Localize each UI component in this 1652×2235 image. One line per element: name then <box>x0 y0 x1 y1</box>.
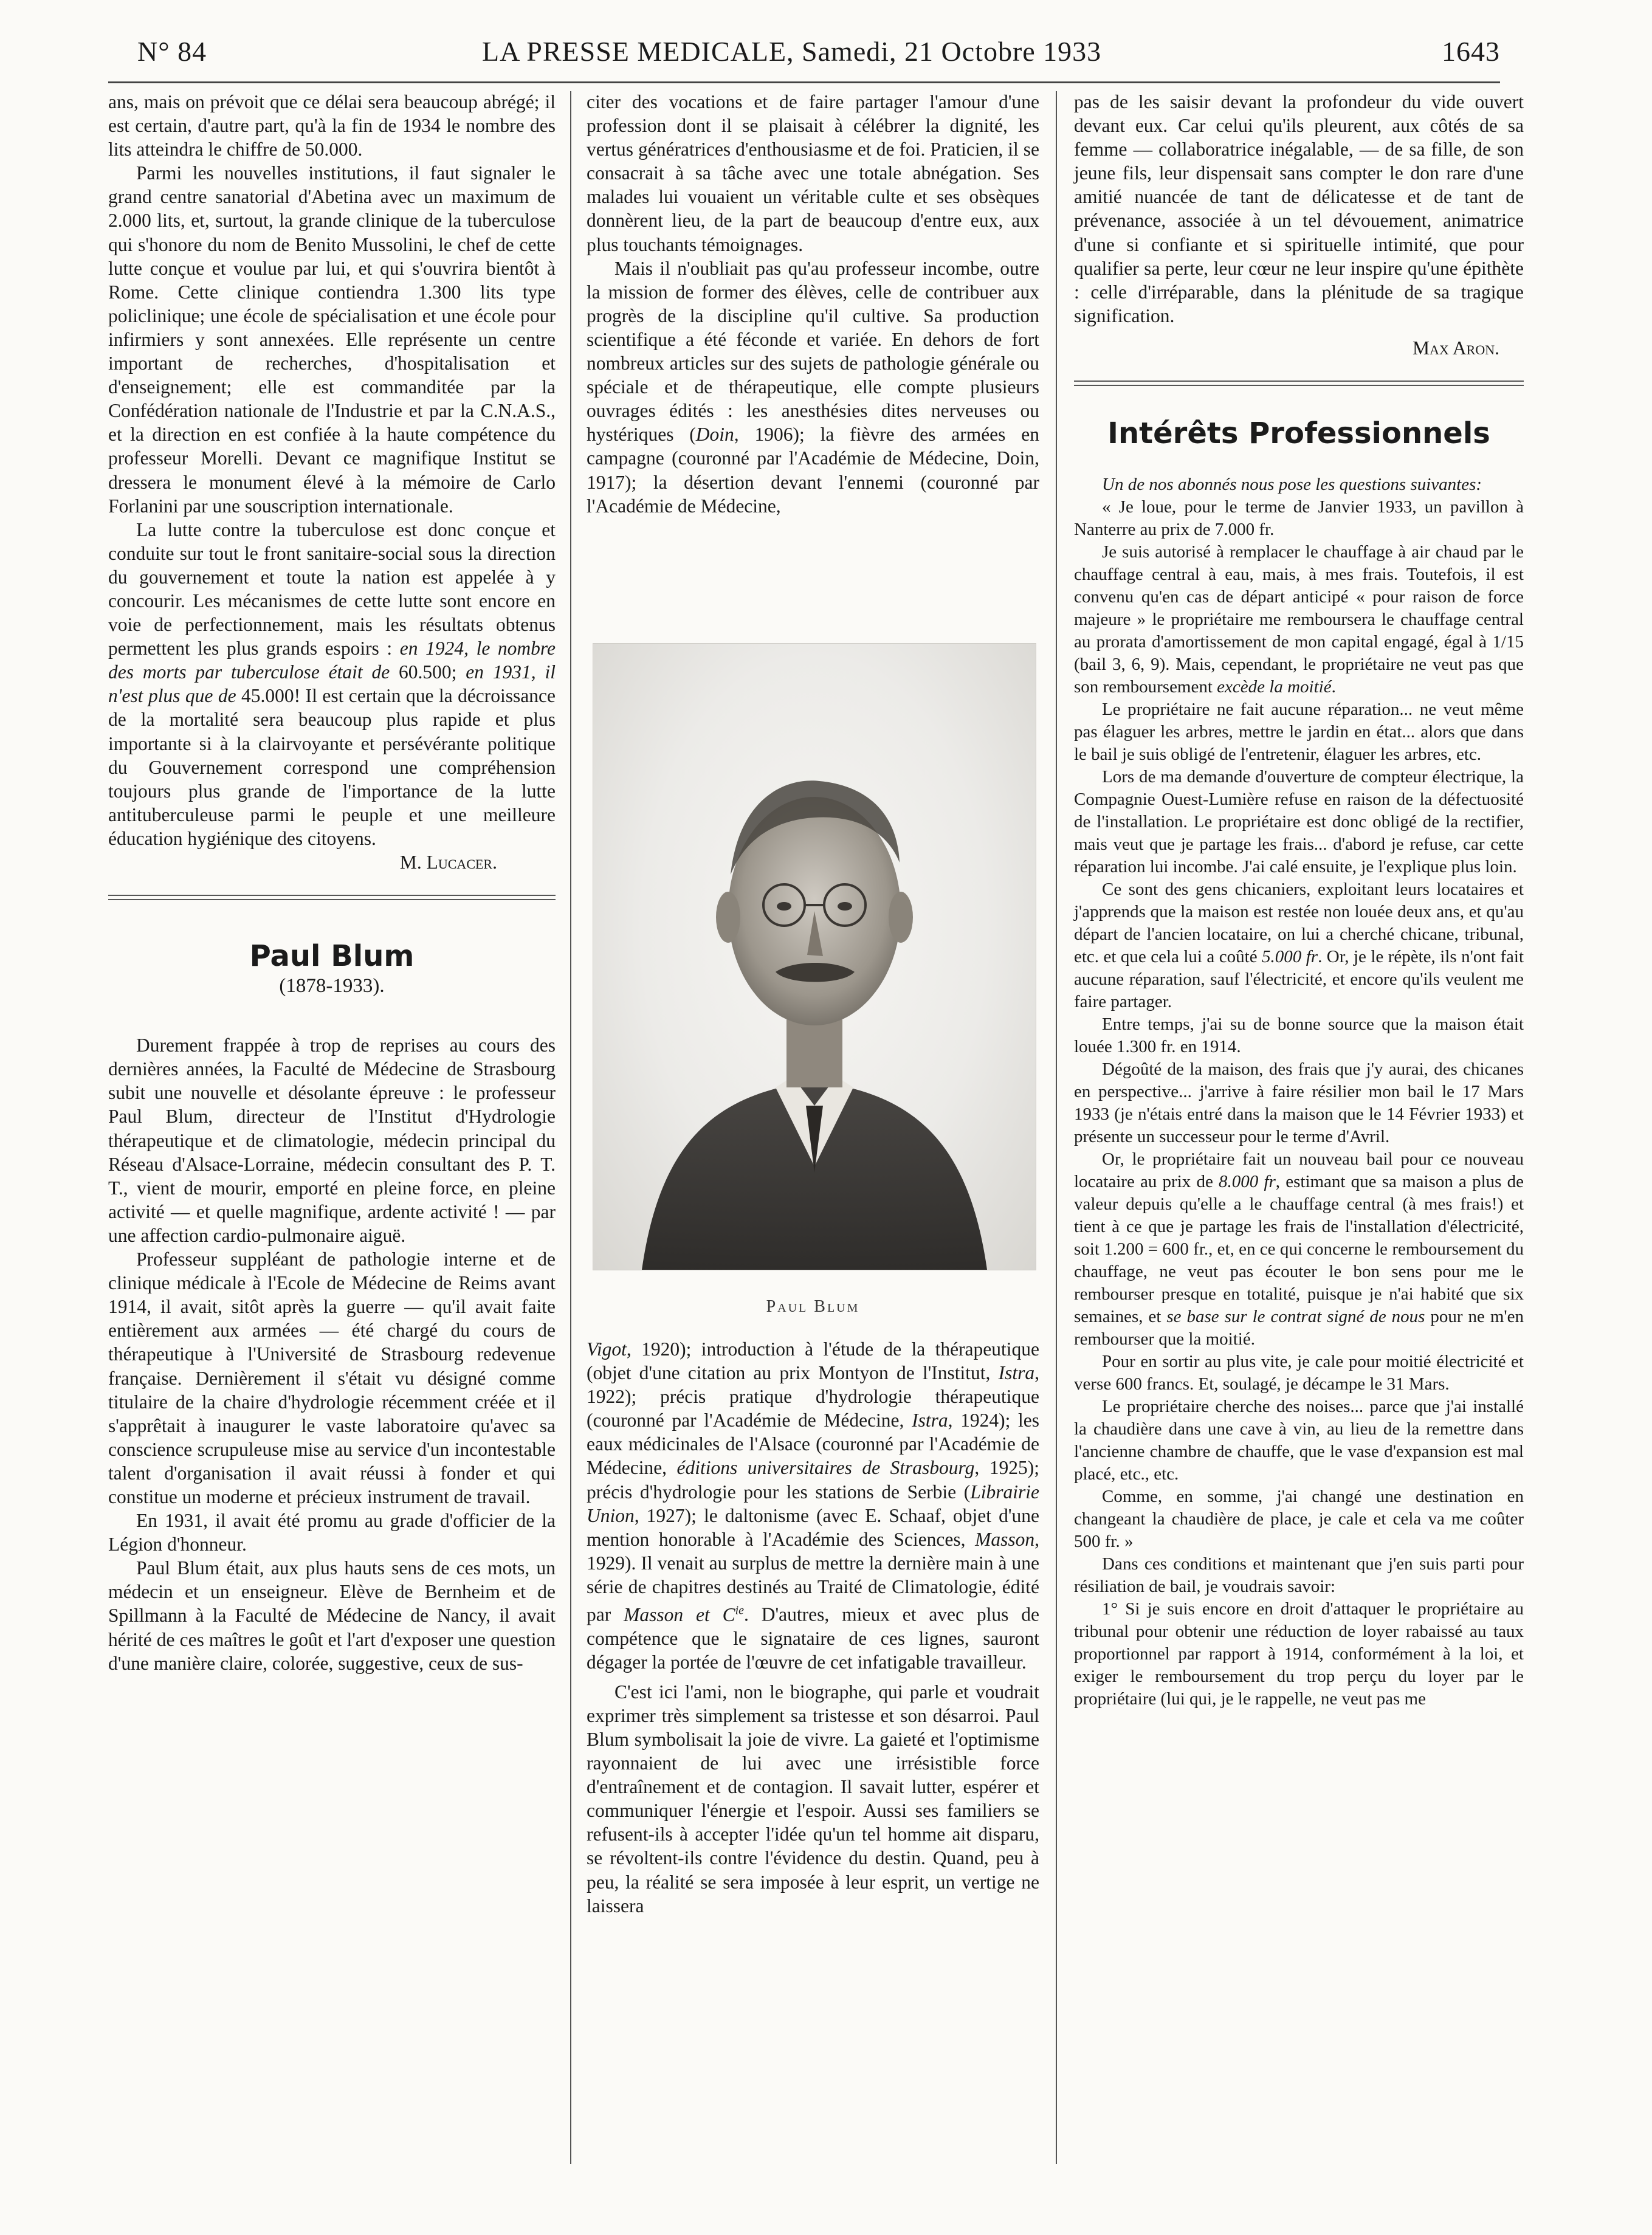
paragraph: Professeur suppléant de pathologie interne et de clinique médicale à l'Ecole de Médecine de Reims avant 1914, il avait, sitôt après la guerre — qu'il avait faite entièrement aux armées — été chargé du cours de thérapeutique à l'Université de Strasbourg redevenue française. Dernièrement il s'était vu désigné comme titulaire de la chaire d'hydrologie récemment créée et il s'apprêtait à inaugurer le vaste laboratoire qu'avec sa conscience scrupuleuse mise au service d'un incontestable talent d'organisation il avait réussi à fonder et qui constitue un moderne et précieux instrument de travail. <box>108 1248 556 1507</box>
italic-run: 5.000 fr <box>1262 947 1318 967</box>
text-run: Or, le propriétaire fait un nouveau bail pour ce nouveau locataire au prix de <box>1074 1149 1524 1192</box>
text-run: La lutte contre la tuberculose est donc conçue et conduite sur tout le front sanitaire-social sous la direction du gouvernement et toute la nation est appelée à y concourir. Les mécanismes de cette lutte sont encore en voie de perfectionnement, mais les résultats obtenus permettent les plus grands espoirs : <box>108 518 556 659</box>
text-run: , 1929). Il venait au surplus de mettre la dernière main à une série de chapitres destinés au Traité de Climatologie, édité par <box>587 1528 1039 1625</box>
italic-run: Masson <box>975 1528 1035 1550</box>
text-run: Masson et C <box>624 1603 735 1625</box>
column-1 <box>108 90 556 1675</box>
text-run: , 1925); précis d'hydrologie pour les stations de Serbie ( <box>587 1457 1040 1503</box>
section-heading: Intérêts Professionnels <box>1107 416 1490 451</box>
column-rule-left <box>570 91 571 2164</box>
paragraph <box>1074 1148 1524 1351</box>
text-run: . <box>1331 677 1336 697</box>
author-signature: M. Lucacer. <box>399 852 497 873</box>
paragraph: Le propriétaire ne fait aucune réparation... ne veut même pas élaguer les arbres, mettre le jardin en état... alors que dans le bail je suis obligé de l'entretenir, élaguer les arbres, etc. <box>1074 700 1524 765</box>
text-run: Ce sont des gens chicaniers, exploitant leurs locataires et j'apprends que la maison est restée non louée deux ans, et qu'au départ de l'ancien locataire, on lui a cherché chicane, tribunal, etc. et que cela lui a coûté <box>1074 880 1524 967</box>
italic-run: 8.000 fr <box>1219 1172 1276 1192</box>
italic-run: Istra <box>912 1410 948 1431</box>
letter-body <box>1074 474 1524 1710</box>
running-header <box>108 35 1500 84</box>
italic-run: en 1931, il n'est plus que de <box>108 661 556 707</box>
text-run: . D'autres, mieux et avec plus de compétence que le signataire de ces lignes, sauront dégager la portée de l'œuvre de cet infatigable travailleur. <box>587 1603 1039 1673</box>
paragraph: citer des vocations et de faire partager l'amour d'une profession dont il se plaisait à célébrer la dignité, les vertus génératrices d'enthousiasme et de foi. Praticien, il se consacrait à sa tâche avec une totale abnégation. Ses malades lui vouaient un véritable culte et ses obsèques donnèrent lieu, de la part de beaucoup d'entre eux, aux plus touchants témoignages. <box>587 91 1039 255</box>
paragraph: Paul Blum était, aux plus hauts sens de ces mots, un médecin et un enseigneur. Elève de Bernheim et de Spillmann à la Faculté de Médecine de Nancy, il avait hérité de ces maîtres le goût et l'art d'exposer une question d'une manière claire, colorée, suggestive, ceux de sus- <box>108 1557 556 1674</box>
paragraph: « Je loue, pour le terme de Janvier 1933, un pavillon à Nanterre au prix de 7.000 fr. <box>1074 497 1524 540</box>
italic-run: Masson et $C^{ie}$ <box>624 1603 745 1625</box>
italic-run: Un de nos abonnés nous pose les questions suivantes: <box>1102 475 1482 495</box>
italic-run: Doin <box>695 424 734 446</box>
text-run: , 1906); la fièvre des armées en campagne (couronné par l'Académie de Médecine, Doin, 1917); la désertion devant l'ennemi (couronné par l'Académie de Médecine, <box>587 424 1039 517</box>
paragraph: Dégoûté de la maison, des frais que j'y aurai, des chicanes en perspective... j'arrive à faire résilier mon bail le 17 Mars 1933 (je n'étais entré dans la maison que le 14 Février 1933) et présente un successeur pour le terme d'Avril. <box>1074 1059 1524 1147</box>
italic-run: éditions universitaires de Strasbourg <box>676 1457 975 1479</box>
paragraph <box>108 518 556 850</box>
section-divider <box>1074 381 1524 386</box>
header-rule <box>108 81 1500 83</box>
text-run: , 1924); les eaux médicinales de l'Alsace (couronné par l'Académie de Médecine, <box>587 1410 1040 1479</box>
paragraph: Le propriétaire cherche des noises... parce que j'ai installé la chaudière dans une cave à vin, au lieu de la remettre dans l'ancienne chambre de chauffe, que le vase d'expansion est mal placé, etc., etc. <box>1074 1397 1524 1484</box>
italic-run: Librairie Union <box>587 1481 1039 1526</box>
column-rule-right <box>1056 91 1057 2164</box>
masthead-title: LA PRESSE MEDICALE, Samedi, 21 Octobre 1933 <box>482 36 1102 67</box>
issue-number: N° 84 <box>137 36 207 67</box>
paragraph: Comme, en somme, j'ai changé une destination en changeant la chaudière de place, je cale et cela va me coûter 500 fr. » <box>1074 1487 1524 1552</box>
text-run: , estimant que sa maison a plus de valeur depuis qu'elle a le chauffage central (à mes frais!) et tient à ce que je partage les frais de l'installation d'électricité, soit 1.200 = 600 fr., et, en ce qui concerne le remboursement du chauffage, ne veut pas écouter le bon sens pour me le rembourser presque en totalité, puisque je n'ai habité que six semaines, et <box>1074 1172 1524 1327</box>
italic-run: en 1924, le nombre des morts par tuberculose était de <box>108 638 556 683</box>
author-signature: Max Aron. <box>1413 337 1499 359</box>
paragraph: 1° Si je suis encore en droit d'attaquer le propriétaire au tribunal pour obtenir une réduction de loyer rabaissé au taux proportionnel par rapport à 1914, conformément à la loi, et exiger le remboursement du trop perçu du loyer par le propriétaire (lui qui, je le rappelle, ne veut pas me <box>1074 1599 1524 1709</box>
paragraph <box>587 1337 1039 1674</box>
portrait-caption: Paul Blum <box>766 1297 860 1316</box>
paragraph <box>587 257 1039 518</box>
portrait-illustration <box>593 644 1036 1270</box>
italic-run: Istra <box>998 1362 1035 1384</box>
obituary-heading: Paul Blum <box>249 939 415 974</box>
paragraph <box>1074 541 1524 698</box>
paragraph: Pour en sortir au plus vite, je cale pour moitié électricité et verse 600 francs. Et, soulagé, je décampe le 31 Mars. <box>1074 1352 1524 1394</box>
obituary-dates: (1878-1933). <box>279 975 385 997</box>
paragraph: Dans ces conditions et maintenant que j'en suis parti pour résiliation de bail, je voudrais savoir: <box>1074 1554 1524 1597</box>
paragraph: pas de les saisir devant la profondeur du vide ouvert devant eux. Car celui qu'ils pleurent, aux côtés de sa femme — collaboratrice inégalable, — de sa fille, de son jeune fils, leur dispensait sans compter le don rare d'une amitié nuancée de tant de délicatesse et de tant de prévenance, associée à un tel dévouement, animatrice d'une si confiante et si spirituelle intimité, que pour qualifier sa perte, leur cœur ne leur inspire qu'une épithète : celle d'irréparable, dans la plénitude de sa tragique signification. <box>1074 91 1524 326</box>
text-run: pour ne m'en rembourser que la moitié. <box>1074 1307 1524 1349</box>
text-run: 60.500; <box>390 661 466 683</box>
column-2-upper <box>587 90 1039 518</box>
paragraph: ans, mais on prévoit que ce délai sera beaucoup abrégé; il est certain, d'autre part, qu'à la fin de 1934 le nombre des lits atteindra le chiffre de 50.000. <box>108 91 556 160</box>
column-2-lower <box>587 1337 1039 1918</box>
page-number: 1643 <box>1442 36 1500 67</box>
paragraph: Entre temps, j'ai su de bonne source que la maison était louée 1.300 fr. en 1914. <box>1074 1014 1524 1057</box>
paragraph: Durement frappée à trop de reprises au cours des dernières années, la Faculté de Médecine de Strasbourg subit une nouvelle et désolante épreuve : le professeur Paul Blum, directeur de l'Institut d'Hydrologie thérapeutique et de climatologie, médecin principal du Réseau d'Alsace-Lorraine, médecin consultant des P. T. T., vient de mourir, emporté en pleine force, en pleine activité — et quelle magnifique, ardente activité ! — par une affection cardio-pulmonaire aiguë. <box>108 1035 556 1246</box>
text-run: Je suis autorisé à remplacer le chauffage à air chaud par le chauffage central à eau, mais, à mes frais. Toutefois, il est convenu qu'en cas de départ anticipé « pour raison de force majeure » le propriétaire me rembourserа le chauffage central au prorata d'amortissement de mon capital engagé, égal à 1/15 (bail 3, 6, 9). Mais, cependant, le propriétaire ne veut pas que son remboursement <box>1074 542 1524 697</box>
intro-line <box>1074 474 1524 496</box>
text-run: . Or, je le répète, ils n'ont fait aucune réparation, sauf l'électricité, et encore qu'ils veulent me faire partager. <box>1074 947 1524 1012</box>
italic-run: Vigot <box>587 1338 627 1360</box>
paragraph: En 1931, il avait été promu au grade d'officier de la Légion d'honneur. <box>108 1510 556 1555</box>
paragraph <box>1074 878 1524 1013</box>
italic-run: excède la moitié <box>1217 677 1332 697</box>
column-3 <box>1074 90 1524 1710</box>
paragraph: C'est ici l'ami, non le biographe, qui parle et voudrait exprimer très simplement sa tristesse et son désarroi. Paul Blum symbolisait la joie de vivre. La gaieté et l'optimisme rayonnaient de lui avec une irrésistible force d'entraînement et de contagion. Il savait lutter, espérer et communiquer l'énergie et l'espoir. Aussi ses familiers se refusent-ils à accepter l'idée qu'un tel homme ait disparu, se révoltent-ils contre l'évidence du destin. Quand, peu à peu, la réalité se sera imposée à leur esprit, un vertige ne laissera <box>587 1681 1039 1916</box>
paragraph: Lors de ma demande d'ouverture de compteur électrique, la Compagnie Ouest-Lumière refuse en raison de la défectuosité de l'installation. Le propriétaire est donc obligé de la rectifier, mais veut que je partage les frais... d'abord je refuse, car cette réparation lui incombe. J'ai calé ensuite, je l'explique plus loin. <box>1074 767 1524 877</box>
paragraph: Parmi les nouvelles institutions, il faut signaler le grand centre sanatorial d'Abetina avec un maximum de 2.000 lits, et, surtout, la grande clinique de la tuberculose qui s'honore du nom de Benito Mussolini, le chef de cette lutte conçue et voulue par lui, et qui s'ouvrira bientôt à Rome. Cette clinique contiendra 1.300 lits type policlinique; une école de spécialisation et une école pour infirmiers y sont annexées. Elle représente un centre important de recherches, d'hospitalisation et d'enseignement; elle est commanditée par la Confédération nationale de l'Industrie et par la C.N.A.S., et la direction en est confiée à la haute compétence du professeur Morelli. Devant ce magnifique Institut se dressera le monument élevé à la mémoire de Carlo Forlanini par une souscription internationale. <box>108 162 556 517</box>
text-run: , 1920); introduction à l'étude de la thérapeutique (objet d'une citation au prix Montyon de l'Institut, <box>587 1338 1039 1384</box>
text-run: 45.000! Il est certain que la décroissance de la mortalité sera beaucoup plus rapide et plus importante si à la clairvoyante et persévérante politique du Gouvernement correspond une compréhension toujours plus grande de l'importance de la lutte antituberculeuse parmi le peuple et une meilleure éducation hygiénique des citoyens. <box>108 685 556 849</box>
text-run: , 1922); précis pratique d'hydrologie thérapeutique (couronné par l'Académie de Médecine, <box>587 1362 1039 1431</box>
portrait-photo <box>593 643 1036 1270</box>
section-divider <box>108 895 556 900</box>
text-run: , 1927); le daltonisme (avec E. Schaaf, objet d'une mention honorable à l'Académie des Sciences, <box>587 1504 1039 1550</box>
text-run: Mais il n'oubliait pas qu'au professeur incombe, outre la mission de former des élèves, celle de contribuer aux progrès de la discipline qu'il cultive. Sa production scientifique a été féconde et variée. En dehors de fort nombreux articles sur des sujets de pathologie générale ou spéciale et de thérapeutique, elle compte plusieurs ouvrages édités : les anesthésies dites nerveuses ou hystériques ( <box>587 257 1039 446</box>
italic-run: se base sur le contrat signé de nous <box>1166 1307 1425 1327</box>
